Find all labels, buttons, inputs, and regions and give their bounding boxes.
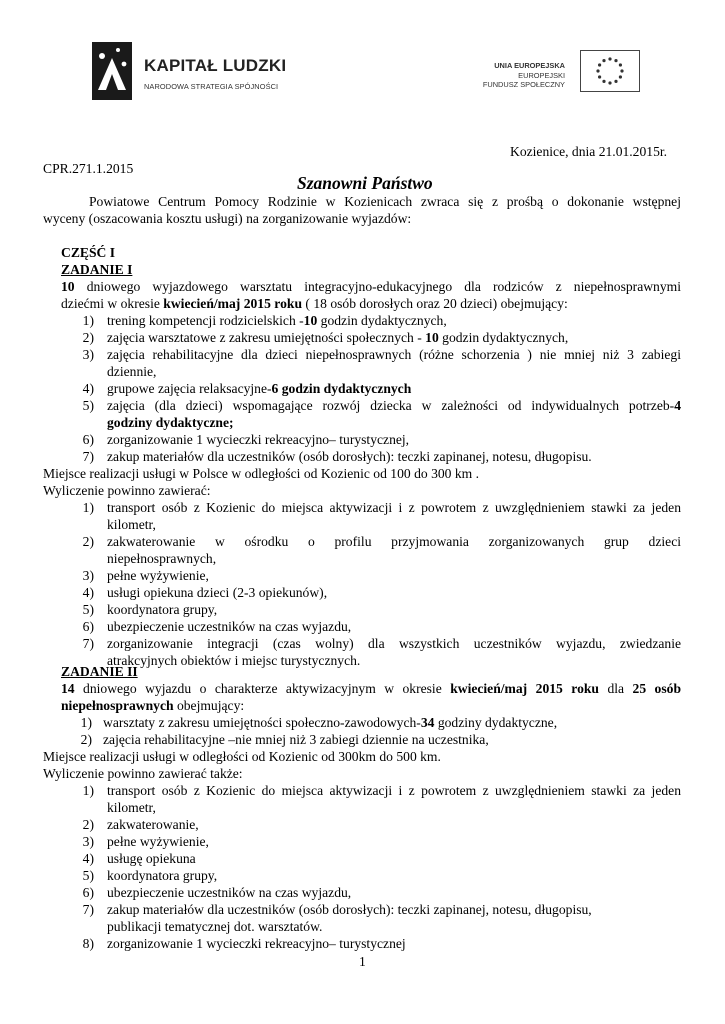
list-number: 3)	[82, 347, 94, 362]
list-item: zajęcia rehabilitacyjne dla dzieci niepełnosprawnych (różne schorzenia ) nie mniej niż 3 zabiegi	[107, 347, 681, 362]
list-number: 8)	[82, 936, 94, 951]
list-number: 2)	[82, 817, 94, 832]
list-item: zorganizowanie 1 wycieczki rekreacyjno– turystycznej	[107, 936, 406, 951]
task2-heading	[61, 663, 138, 680]
list-number: 3)	[82, 834, 94, 849]
list-item-continued: kilometr,	[107, 517, 156, 532]
list-item: zakwaterowanie w ośrodku o profilu przyjmowania zorganizowanych grup dzieci	[107, 534, 681, 549]
list-item-continued: atrakcyjnych obiektów i miejsc turystycznych.	[107, 653, 361, 668]
task1-description-2: dziećmi w okresie kwiecień/maj 2015 roku ( 18 osób dorosłych oraz 20 dzieci) obejmujący:	[61, 296, 568, 311]
list-item: grupowe zajęcia relaksacyjne-6 godzin dydaktycznych	[107, 381, 412, 396]
list-item-continued: dziennie,	[107, 364, 157, 379]
logo-title: KAPITAŁ LUDZKI	[144, 56, 287, 75]
part-heading	[61, 244, 115, 261]
list-item: usługę opiekuna	[107, 851, 196, 866]
list-number: 2)	[82, 534, 94, 549]
list-item: warsztaty z zakresu umiejętności społeczno-zawodowych-34 godziny dydaktyczne,	[103, 715, 558, 730]
list-item: transport osób z Kozienic do miejsca aktywizacji i z powrotem z uwzględnieniem stawki za jeden	[107, 500, 681, 515]
list-item-continued: niepełnosprawnych,	[107, 551, 217, 566]
task2-calc-heading: Wyliczenie powinno zawierać także:	[43, 766, 243, 781]
list-item: ubezpieczenie uczestników na czas wyjazdu,	[107, 619, 352, 634]
list-item-continued: publikacji tematycznej dot. warsztatów.	[107, 919, 323, 934]
list-number: 5)	[82, 398, 94, 413]
list-item: zakup materiałów dla uczestników (osób dorosłych): teczki zapinanej, notesu, długopisu,	[107, 902, 592, 917]
task2-description-1: 14 dniowego wyjazdu o charakterze aktywizacyjnym w okresie kwiecień/maj 2015 roku dla 25 osób	[61, 681, 682, 696]
place-date: Kozienice, dnia 21.01.2015r.	[510, 144, 668, 159]
eu-line-3: FUNDUSZ SPOŁECZNY	[482, 80, 565, 90]
task2-description-2: niepełnosprawnych obejmujący:	[61, 698, 245, 713]
list-item: zakup materiałów dla uczestników (osób dorosłych): teczki zapinanej, notesu, długopisu.	[107, 449, 592, 464]
list-item: koordynatora grupy,	[107, 602, 218, 617]
list-number: 6)	[82, 432, 94, 447]
list-number: 6)	[82, 619, 94, 634]
list-number: 7)	[82, 449, 94, 464]
page-number: 1	[359, 954, 366, 969]
intro-line-1: Powiatowe Centrum Pomocy Rodzinie w Kozienicach zwraca się z prośbą o dokonanie wstępnej	[89, 194, 681, 209]
task1-heading-text: ZADANIE I	[61, 262, 133, 277]
list-item: zorganizowanie integracji (czas wolny) dla wszystkich uczestników wyjazdu, zwiedzanie	[107, 636, 681, 651]
list-item: ubezpieczenie uczestników na czas wyjazdu,	[107, 885, 352, 900]
list-item: koordynatora grupy,	[107, 868, 218, 883]
list-item: zajęcia warsztatowe z zakresu umiejętności społecznych - 10 godzin dydaktycznych,	[107, 330, 569, 345]
list-item-continued: kilometr,	[107, 800, 156, 815]
list-item: pełne wyżywienie,	[107, 834, 209, 849]
task1-description-1: 10 dniowego wyjazdowego warsztatu integracyjno-edukacyjnego dla rodziców z niepełnosprawnymi	[61, 279, 681, 294]
list-item: transport osób z Kozienic do miejsca aktywizacji i z powrotem z uwzględnieniem stawki za jeden	[107, 783, 681, 798]
list-item: zorganizowanie 1 wycieczki rekreacyjno– turystycznej,	[107, 432, 410, 447]
list-item: pełne wyżywienie,	[107, 568, 209, 583]
list-number: 7)	[82, 902, 94, 917]
list-number: 2)	[80, 732, 92, 747]
kapital-ludzki-emblem-icon	[88, 40, 138, 102]
list-number: 4)	[82, 851, 94, 866]
list-number: 4)	[82, 585, 94, 600]
list-number: 5)	[82, 868, 94, 883]
salutation: Szanowni Państwo	[297, 173, 433, 193]
list-item: usługi opiekuna dzieci (2-3 opiekunów),	[107, 585, 328, 600]
list-number: 3)	[82, 568, 94, 583]
list-number: 1)	[82, 500, 94, 515]
list-number: 4)	[82, 381, 94, 396]
part-label: CZĘŚĆ I	[61, 245, 116, 260]
list-number: 6)	[82, 885, 94, 900]
list-number: 5)	[82, 602, 94, 617]
list-item: zajęcia rehabilitacyjne –nie mniej niż 3 zabiegi dziennie na uczestnika,	[103, 732, 489, 747]
logo-subtitle: NARODOWA STRATEGIA SPÓJNOŚCI	[144, 82, 279, 91]
task1-heading	[61, 261, 132, 278]
intro-line-2: wyceny (oszacowania kosztu usługi) na zorganizowanie wyjazdów:	[43, 211, 412, 226]
task1-calc-heading: Wyliczenie powinno zawierać:	[43, 483, 211, 498]
list-number: 1)	[82, 783, 94, 798]
list-number: 1)	[82, 313, 94, 328]
list-number: 2)	[82, 330, 94, 345]
list-number: 7)	[82, 636, 94, 651]
reference-number: CPR.271.1.2015	[43, 161, 134, 176]
task2-place: Miejsce realizacji usługi w odległości od Kozienic od 300km do 500 km.	[43, 749, 441, 764]
list-item: trening kompetencji rodzicielskich -10 godzin dydaktycznych,	[107, 313, 447, 328]
list-item: zakwaterowanie,	[107, 817, 199, 832]
kapital-ludzki-logo	[88, 40, 293, 102]
task1-place: Miejsce realizacji usługi w Polsce w odległości od Kozienic od 100 do 300 km .	[43, 466, 480, 481]
list-number: 1)	[80, 715, 92, 730]
eu-flag-icon	[580, 50, 640, 92]
list-item: zajęcia (dla dzieci) wspomagające rozwój dziecka w zależności od indywidualnych potrzeb-4	[107, 398, 681, 413]
eu-text-block	[483, 61, 565, 90]
list-item-continued: godziny dydaktyczne;	[107, 415, 234, 430]
eu-line-2: EUROPEJSKI	[518, 70, 565, 80]
eu-line-1: UNIA EUROPEJSKA	[494, 61, 565, 70]
task2-heading-text: ZADANIE II	[61, 664, 138, 679]
